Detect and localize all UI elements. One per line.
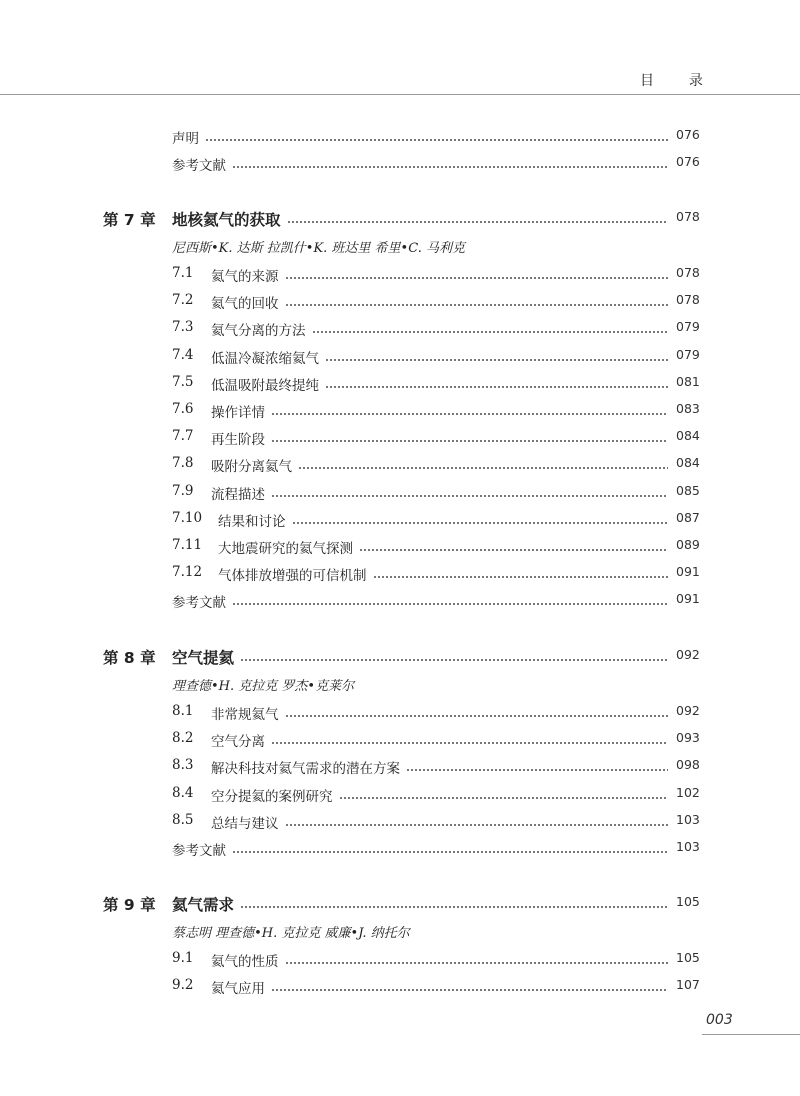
section-title: 氦气的来源: [211, 269, 279, 285]
leader-dots: [285, 962, 668, 964]
section-title: 结果和讨论: [218, 513, 286, 530]
page-reference: 089: [676, 537, 700, 552]
section-title: 低温吸附最终提纯: [211, 377, 319, 394]
toc-entry: [0, 455, 800, 479]
footer-divider: [702, 1034, 800, 1035]
section-title: 大地震研究的氦气探测: [218, 541, 353, 557]
section-number: 7.3: [172, 319, 194, 336]
page-reference: 078: [676, 292, 700, 308]
section-title: 低温冷凝浓缩氦气: [211, 350, 319, 367]
section-title: 操作详情: [211, 405, 265, 421]
toc-entry: [0, 428, 800, 452]
leader-dots: [285, 715, 668, 717]
toc-entry: [0, 374, 800, 398]
leader-dots: [292, 522, 668, 524]
leader-dots: [285, 277, 668, 279]
leader-dots: [285, 824, 668, 826]
section-title: 总结与建议: [211, 815, 279, 832]
chapter-heading: [0, 647, 800, 673]
section-number: 7.10: [172, 509, 203, 526]
section-title: 参考文献: [172, 595, 226, 612]
section-number: 7.11: [172, 537, 203, 553]
chapter-title: 氦气需求: [172, 896, 235, 914]
section-number: 7.7: [172, 428, 194, 445]
leader-dots: [287, 221, 668, 223]
leader-dots: [339, 797, 668, 799]
leader-dots: [271, 989, 668, 991]
page-reference: 084: [676, 428, 700, 444]
page-reference: 098: [676, 757, 700, 773]
section-number: 7.4: [172, 346, 194, 363]
page-reference: 105: [676, 894, 700, 909]
section-title: 参考文献: [172, 843, 226, 859]
section-title: 流程描述: [211, 486, 265, 503]
section-title: 解决科技对氦气需求的潜在方案: [211, 761, 400, 778]
leader-dots: [298, 467, 668, 469]
section-number: 8.3: [172, 757, 194, 774]
page-reference: 093: [676, 730, 700, 746]
section-number: 7.1: [172, 265, 194, 281]
toc-entry: [0, 950, 800, 974]
section-title: 氦气的性质: [211, 954, 279, 970]
page-reference: 076: [676, 127, 700, 142]
leader-dots: [406, 769, 668, 771]
leader-dots: [240, 659, 668, 661]
running-header: [640, 70, 710, 90]
toc-entry: [0, 977, 800, 1001]
leader-dots: [271, 440, 668, 442]
header-char-1: 目: [640, 73, 654, 89]
section-title: 空分提氦的案例研究: [211, 788, 333, 805]
section-number: 8.5: [172, 811, 194, 828]
page-reference: 105: [676, 950, 700, 965]
section-number: 8.4: [172, 784, 194, 801]
chapter-authors: 理查德•H. 克拉克 罗杰•克莱尔: [172, 679, 355, 694]
leader-dots: [285, 304, 668, 306]
page-reference: 081: [676, 373, 700, 389]
page-reference: 084: [676, 455, 700, 471]
page-reference: 091: [676, 564, 700, 580]
page-reference: 092: [676, 647, 700, 662]
toc-entry: [0, 537, 800, 561]
section-number: 7.12: [172, 564, 203, 581]
leader-dots: [325, 359, 668, 361]
section-title: 氦气分离的方法: [211, 323, 306, 340]
section-title: 氦气的回收: [211, 296, 279, 313]
page-reference: 078: [676, 209, 700, 224]
section-number: 7.5: [172, 373, 194, 390]
page-number: 003: [706, 1012, 733, 1028]
leader-dots: [232, 166, 668, 168]
page-reference: 102: [676, 784, 700, 800]
section-number: 7.6: [172, 401, 194, 417]
page-reference: 091: [676, 591, 700, 607]
chapter-number: 第 7 章: [103, 211, 156, 229]
page-reference: 078: [676, 265, 700, 280]
toc-entry: [0, 265, 800, 289]
page-reference: 076: [676, 154, 700, 169]
chapter-authors: 尼西斯•K. 达斯 拉凯什•K. 班达里 希里•C. 马利克: [172, 241, 465, 256]
toc-entry: [0, 785, 800, 809]
toc-entry: [0, 703, 800, 727]
leader-dots: [271, 742, 668, 744]
leader-dots: [271, 495, 668, 497]
page-reference: 083: [676, 401, 700, 416]
leader-dots: [312, 331, 668, 333]
section-title: 参考文献: [172, 158, 226, 174]
page-reference: 092: [676, 703, 700, 718]
section-number: 8.2: [172, 730, 194, 747]
leader-dots: [232, 603, 668, 605]
chapter-number: 第 9 章: [103, 896, 156, 914]
toc-entry: [0, 510, 800, 534]
page-reference: 107: [676, 977, 700, 993]
chapter-title: 空气提氦: [172, 649, 235, 667]
page-reference: 079: [676, 319, 700, 335]
section-title: 氦气应用: [211, 981, 265, 998]
section-title: 再生阶段: [211, 432, 265, 449]
leader-dots: [325, 386, 668, 388]
header-char-2: 录: [688, 73, 703, 89]
page-reference: 085: [676, 482, 700, 498]
toc-entry: [0, 154, 800, 178]
section-title: 气体排放增强的可信机制: [218, 568, 367, 585]
section-title: 吸附分离氦气: [211, 459, 292, 476]
section-number: 9.1: [172, 950, 194, 966]
chapter-number: 第 8 章: [103, 649, 156, 667]
toc-entry: [0, 757, 800, 781]
toc-entry: [0, 839, 800, 863]
page-reference: 103: [676, 811, 700, 827]
section-number: 7.8: [172, 455, 194, 472]
chapter-title: 地核氦气的获取: [172, 211, 281, 229]
toc-entry: [0, 730, 800, 754]
page-reference: 079: [676, 346, 700, 362]
leader-dots: [205, 139, 668, 141]
page-reference: 087: [676, 509, 700, 525]
leader-dots: [271, 413, 668, 415]
toc-entry: [0, 401, 800, 425]
toc-entry: [0, 319, 800, 343]
header-divider: [0, 94, 800, 95]
section-number: 8.1: [172, 703, 194, 719]
section-title: 非常规氦气: [211, 707, 279, 723]
section-title: 声明: [172, 131, 199, 147]
toc-entry: [0, 564, 800, 588]
toc-entry: [0, 812, 800, 836]
chapter-authors: 蔡志明 理查德•H. 克拉克 威廉•J. 纳托尔: [172, 926, 410, 941]
leader-dots: [240, 906, 668, 908]
leader-dots: [373, 576, 668, 578]
toc-entry: [0, 127, 800, 151]
toc-entry: [0, 347, 800, 371]
page-reference: 103: [676, 839, 700, 854]
leader-dots: [232, 851, 668, 853]
toc-entry: [0, 591, 800, 615]
section-number: 7.2: [172, 292, 194, 309]
section-title: 空气分离: [211, 734, 265, 751]
leader-dots: [359, 549, 668, 551]
chapter-heading: [0, 209, 800, 235]
toc-entry: [0, 292, 800, 316]
chapter-heading: [0, 894, 800, 920]
toc-entry: [0, 483, 800, 507]
section-number: 9.2: [172, 977, 194, 994]
section-number: 7.9: [172, 482, 194, 499]
